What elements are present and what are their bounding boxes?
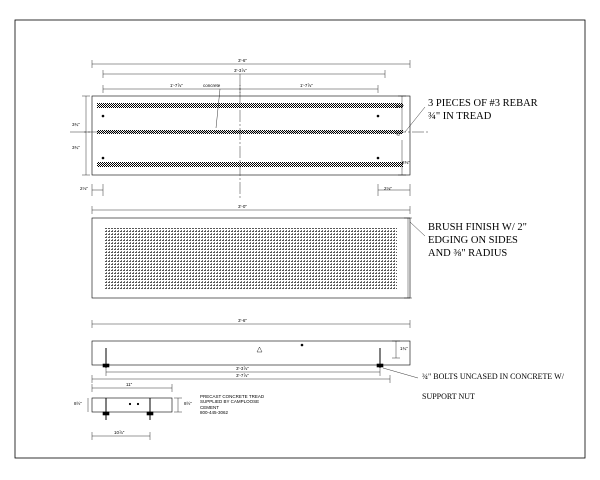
dim-left-side-top: 3¾" <box>72 122 80 127</box>
dim-inner-length: 3'-3⅞" <box>234 68 247 73</box>
dim-section-left: 8½" <box>74 401 82 406</box>
dim-overall-length: 3'-6" <box>238 58 247 63</box>
brush-area <box>105 228 397 290</box>
plan-view <box>70 60 430 214</box>
dim-bolt-length-2: 3'-7⅞" <box>236 373 249 378</box>
dim-bottom-length: 3'-0" <box>238 204 247 209</box>
finish-view <box>92 218 425 328</box>
dim-bolt-length-1: 3'-3⅞" <box>236 366 249 371</box>
callout-rebar-line2: ¾" IN TREAD <box>428 111 492 122</box>
dim-end-left: 2⅛" <box>80 186 88 191</box>
dim-center-mark: ½" <box>396 132 402 137</box>
dim-section-depth: 8½" <box>184 401 192 406</box>
dim-left-side-bottom: 3¾" <box>72 145 80 150</box>
supplier-note-line2: SUPPLIED BY CAMPLOOSE <box>200 399 260 405</box>
dim-section-width: 11" <box>126 382 133 387</box>
callout-bolts: ¾" BOLTS UNCASED IN CONCRETE W/ <box>422 372 564 381</box>
supplier-note-line3: CEMENT <box>200 404 219 410</box>
callout-finish-line2: EDGING ON SIDES <box>428 235 518 246</box>
callout-nut: SUPPORT NUT <box>422 392 475 401</box>
rebar-bottom <box>97 162 403 167</box>
supplier-note <box>200 394 264 416</box>
label-concrete: concrete <box>203 83 221 88</box>
dim-side-view-height: 1¾" <box>400 346 408 351</box>
callout-rebar-line1: 3 PIECES OF #3 REBAR <box>428 98 538 109</box>
callout-finish-line1: BRUSH FINISH W/ 2" <box>428 222 527 233</box>
callout-finish-line3: AND ⅜" RADIUS <box>428 248 508 259</box>
dim-end-right: 2⅛" <box>384 186 392 191</box>
dim-bottom-view-length: 3'-6" <box>238 318 247 323</box>
supplier-note-line1: PRECAST CONCRETE TREAD <box>200 394 265 399</box>
supplier-note-line4: 800-445-3062 <box>200 410 229 416</box>
dim-right-half: 1'-7⅞" <box>300 83 313 88</box>
dim-rebar-offset-right: 2⅜" <box>402 160 410 165</box>
dim-left-half: 1'-7⅞" <box>170 83 183 88</box>
dim-section-bottom: 10⅞" <box>114 430 125 435</box>
dim-rebar-offset-top: 2⅜" <box>396 104 404 109</box>
rebar-top <box>97 103 403 108</box>
side-view <box>92 341 418 383</box>
section-view <box>88 384 182 440</box>
